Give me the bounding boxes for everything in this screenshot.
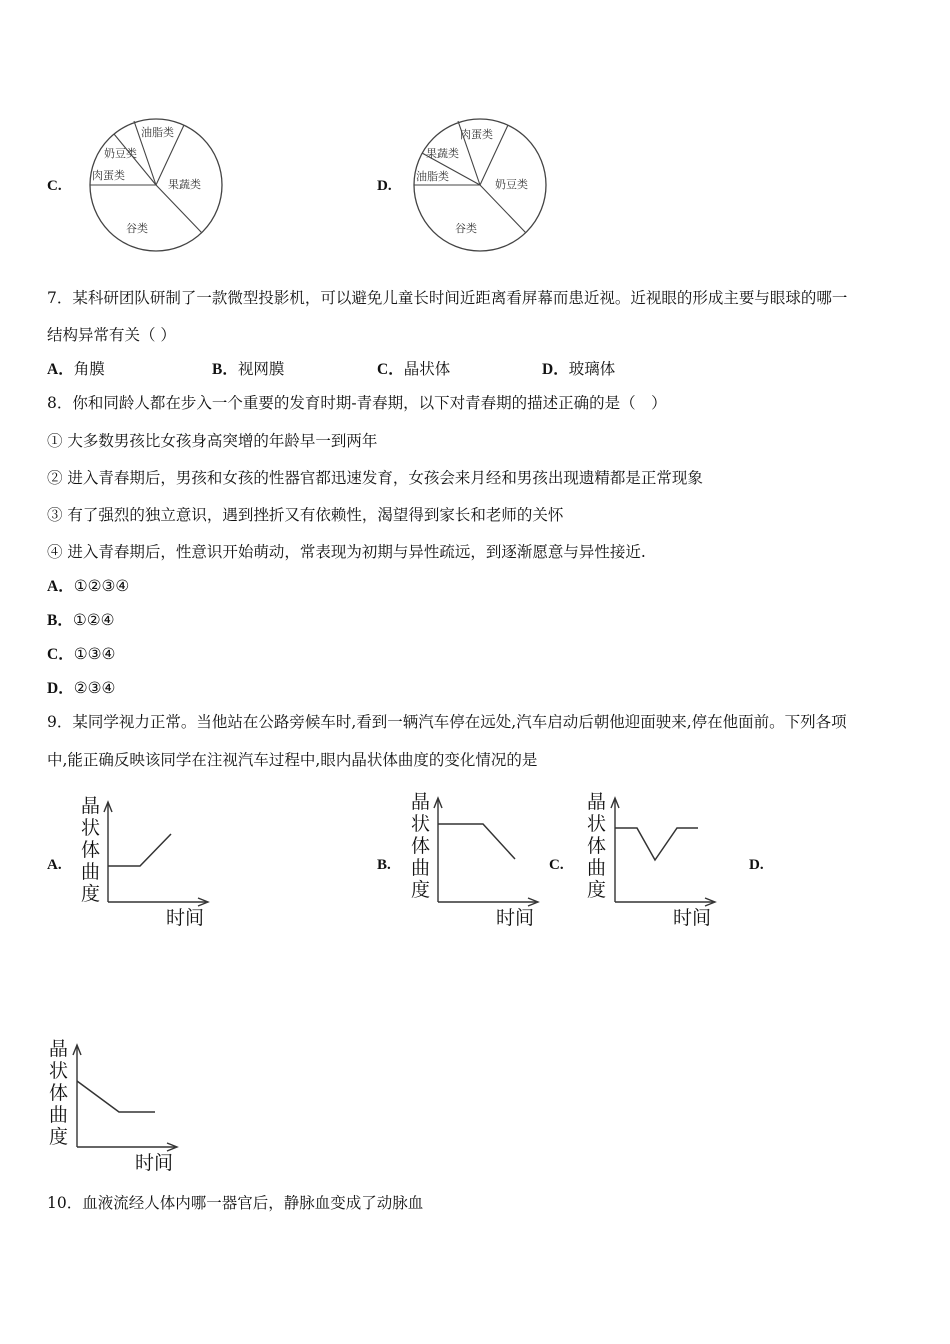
q9-graph-b-y-char-1: 晶	[411, 791, 431, 813]
q7-option-b-letter: B．	[212, 361, 238, 378]
q9-graph-d-y-char-3: 体	[49, 1082, 69, 1104]
q7-option-c-text: 晶状体	[403, 360, 451, 378]
q10-stem: 10．血液流经人体内哪一器官后，静脉血变成了动脉血	[47, 1194, 424, 1212]
q8-option-a[interactable]	[47, 574, 129, 596]
pie-c-slice-grain: 谷类	[126, 222, 148, 235]
q8-stem: 8．你和同龄人都在步入一个重要的发育时期-青春期，以下对青春期的描述正确的是（ ）	[47, 394, 667, 412]
q9-graph-c-y-char-3: 体	[587, 835, 607, 857]
pie-c-slice-dairy: 奶豆类	[104, 147, 137, 160]
pie-option-c-label: C.	[47, 178, 62, 194]
q9-graph-a-y-char-4: 曲	[81, 861, 101, 883]
q8-option-b-letter: B．	[47, 612, 73, 629]
q7-option-c[interactable]	[377, 357, 450, 379]
q9-graph-d	[47, 1035, 187, 1175]
pie-option-d-label: D.	[377, 178, 392, 194]
q9-graph-d-y-char-1: 晶	[49, 1038, 69, 1060]
q7-option-b[interactable]	[212, 357, 284, 379]
q9-stem-line1: 9．某同学视力正常。当他站在公路旁候车时,看到一辆汽车停在远处,汽车启动后朝他迎面驶来,停在他面前。下列各项	[47, 713, 847, 731]
q9-graph-d-y-char-5: 度	[49, 1126, 69, 1148]
q8-option-d-letter: D．	[47, 680, 74, 697]
q8-option-d[interactable]	[47, 676, 115, 698]
q9-graph-a-y-char-2: 状	[81, 817, 101, 839]
q7-option-d[interactable]	[542, 357, 615, 379]
q9-graph-d-label: D.	[749, 857, 764, 873]
q7-option-b-text: 视网膜	[237, 360, 285, 378]
q8-statement-3: ③ 有了强烈的独立意识，遇到挫折又有依赖性，渴望得到家长和老师的关怀	[47, 506, 564, 524]
q9-graph-a-x-label: 时间	[166, 907, 205, 929]
q9-graph-b-y-char-2: 状	[411, 813, 431, 835]
q9-graph-c-y-char-5: 度	[587, 879, 607, 901]
pie-c-slice-fruit: 果蔬类	[168, 178, 201, 191]
q8-statement-1: ① 大多数男孩比女孩身高突增的年龄早一到两年	[47, 432, 378, 450]
q9-graph-b-label: B.	[377, 857, 391, 873]
q9-stem-line2: 中,能正确反映该同学在注视汽车过程中,眼内晶状体曲度的变化情况的是	[47, 751, 538, 769]
q9-graph-b	[408, 790, 548, 930]
q7-option-a-text: 角膜	[73, 360, 105, 378]
q9-graph-a	[78, 790, 218, 930]
pie-c-slice-meat: 肉蛋类	[92, 169, 125, 182]
q9-graph-c-x-label: 时间	[673, 907, 712, 929]
q7-option-d-letter: D．	[542, 361, 569, 378]
q8-statement-4: ④ 进入青春期后，性意识开始萌动，常表现为初期与异性疏远，到逐渐愿意与异性接近.	[47, 543, 646, 561]
q9-graph-b-x-label: 时间	[496, 907, 535, 929]
q9-graph-c-y-char-1: 晶	[587, 791, 607, 813]
pie-chart-d	[410, 117, 550, 257]
q9-graph-c-y-char-2: 状	[587, 813, 607, 835]
q9-graph-b-y-char-5: 度	[411, 879, 431, 901]
q7-option-d-text: 玻璃体	[568, 360, 616, 378]
q8-option-a-text: ①②③④	[73, 577, 130, 595]
q8-option-a-letter: A．	[47, 578, 74, 595]
pie-d-slice-fruit: 果蔬类	[426, 147, 459, 160]
q9-graph-a-label: A.	[47, 857, 62, 873]
q9-graph-c-label: C.	[549, 857, 564, 873]
pie-c-slice-oil: 油脂类	[141, 126, 174, 139]
q7-stem-line2: 结构异常有关（ ）	[47, 326, 176, 344]
q7-option-a[interactable]	[47, 357, 105, 379]
q9-graph-d-y-char-2: 状	[49, 1060, 69, 1082]
q7-stem-line1: 7．某科研团队研制了一款微型投影机，可以避免儿童长时间近距离看屏幕而患近视。近视眼的形成主要与眼球的哪一	[47, 289, 848, 307]
pie-d-slice-dairy: 奶豆类	[495, 178, 528, 191]
q8-option-c[interactable]	[47, 642, 115, 664]
q8-option-b[interactable]	[47, 608, 115, 630]
q9-graph-a-y-char-1: 晶	[81, 795, 101, 817]
q7-option-a-letter: A．	[47, 361, 74, 378]
pie-d-slice-oil: 油脂类	[416, 170, 449, 183]
q9-graph-d-y-char-4: 曲	[49, 1104, 69, 1126]
pie-chart-c	[86, 117, 226, 257]
pie-d-slice-grain: 谷类	[455, 222, 477, 235]
q8-option-b-text: ①②④	[72, 611, 115, 629]
q8-option-d-text: ②③④	[73, 679, 116, 697]
q9-graph-a-y-char-5: 度	[81, 883, 101, 905]
q9-graph-a-y-char-3: 体	[81, 839, 101, 861]
pie-d-slice-meat: 肉蛋类	[460, 128, 493, 141]
q9-graph-c-y-char-4: 曲	[587, 857, 607, 879]
q7-option-c-letter: C．	[377, 361, 404, 378]
q9-graph-c	[585, 790, 725, 930]
q8-option-c-text: ①③④	[73, 645, 116, 663]
q9-graph-d-x-label: 时间	[135, 1152, 174, 1174]
q8-option-c-letter: C．	[47, 646, 74, 663]
q8-statement-2: ② 进入青春期后，男孩和女孩的性器官都迅速发育，女孩会来月经和男孩出现遗精都是正常现象	[47, 469, 703, 487]
q9-graph-b-y-char-4: 曲	[411, 857, 431, 879]
q9-graph-b-y-char-3: 体	[411, 835, 431, 857]
